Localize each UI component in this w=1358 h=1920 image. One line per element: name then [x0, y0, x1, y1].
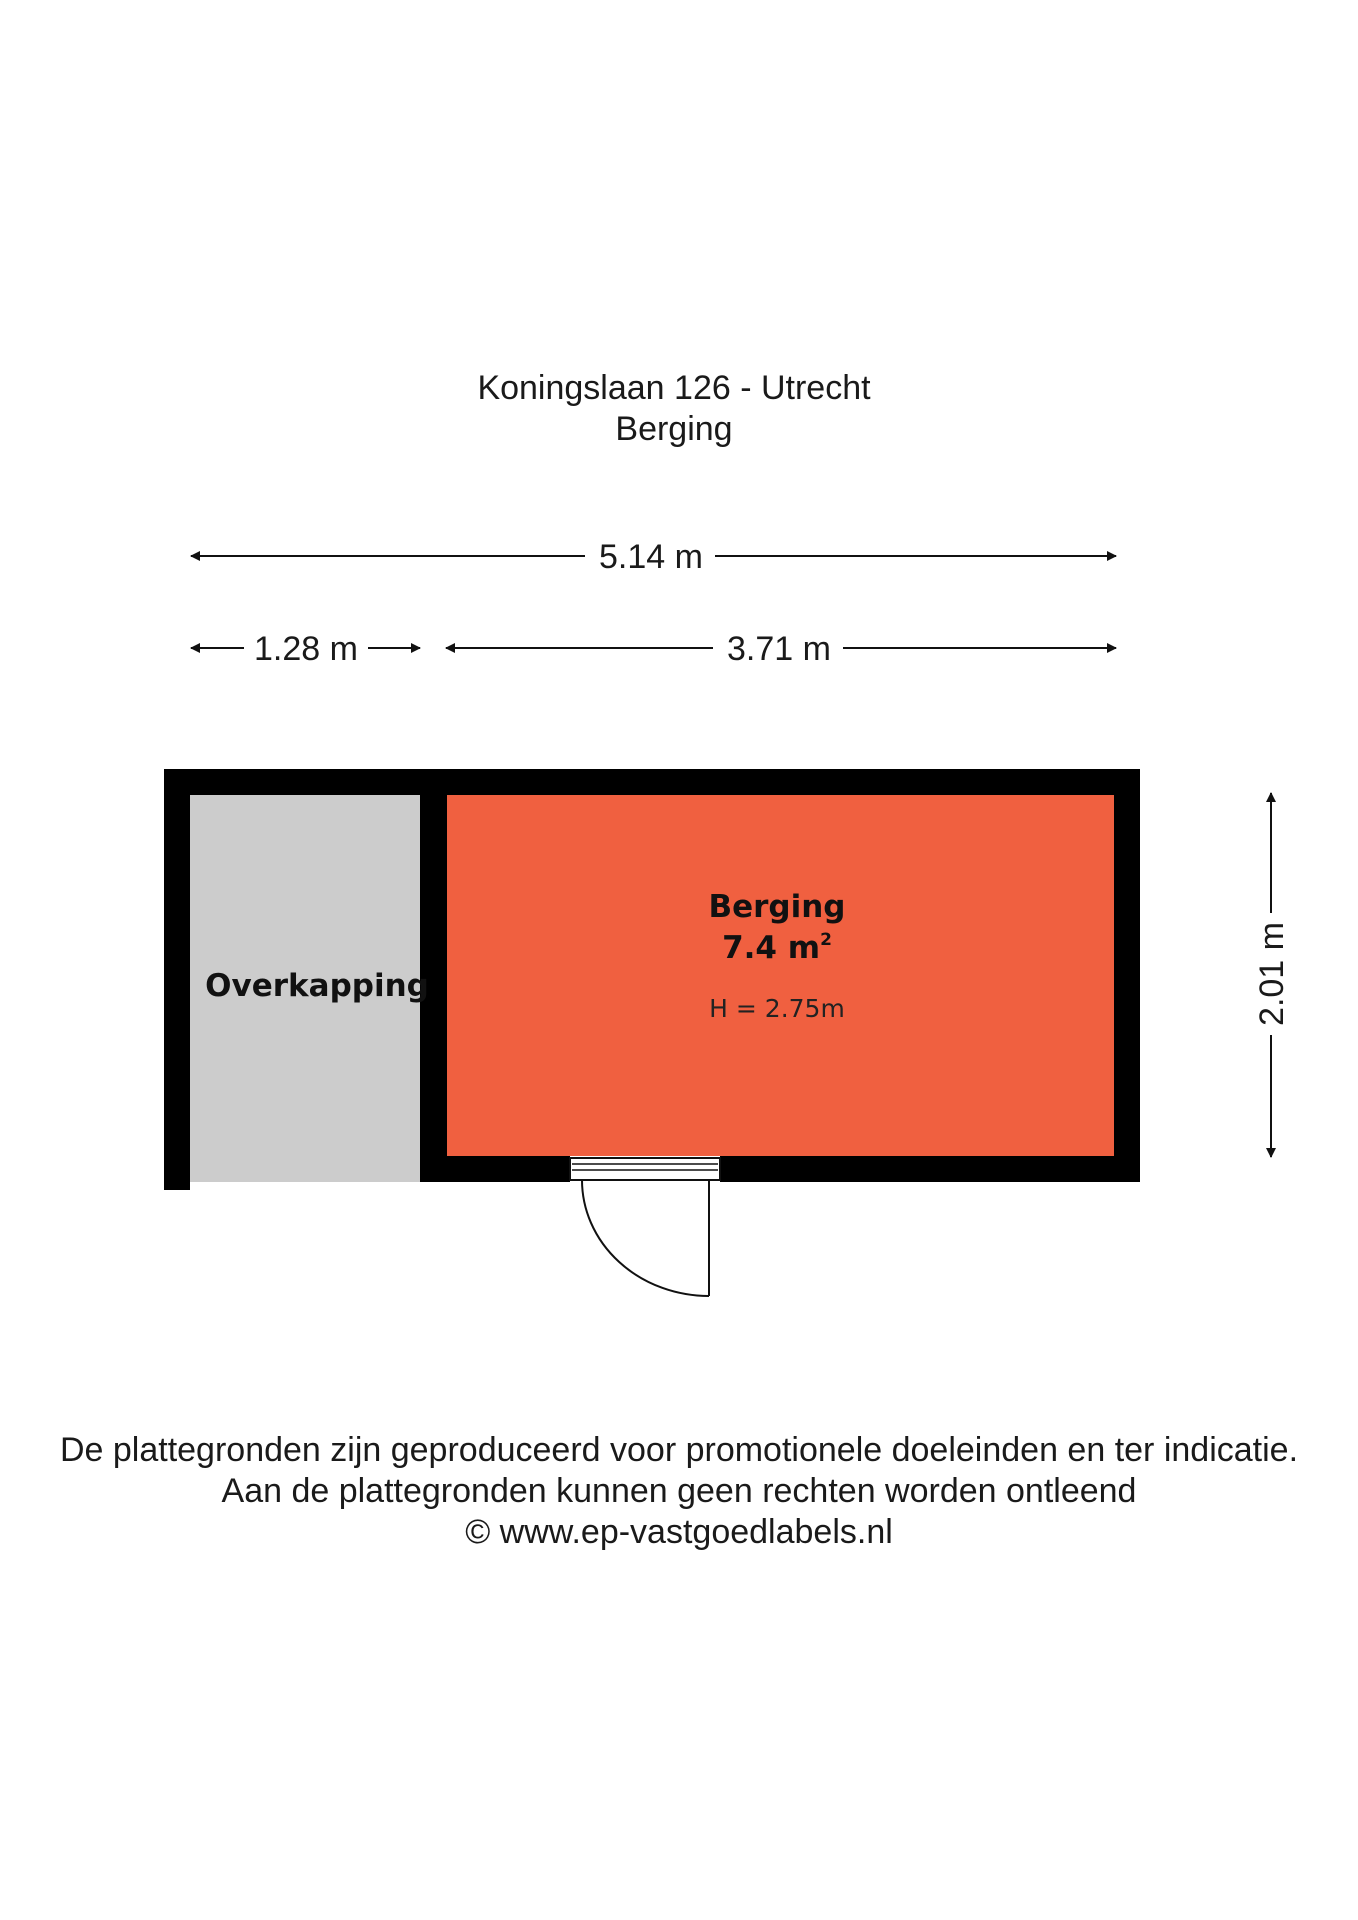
dimension-overkapping-width: [191, 630, 420, 668]
dimension-overkapping-width-label: 1.28 m: [254, 630, 358, 668]
dimension-depth: [1253, 793, 1291, 1157]
left-wall-extension: [164, 1182, 190, 1190]
room-berging: [447, 795, 1114, 1156]
room-berging-height: H = 2.75m: [709, 994, 845, 1023]
disclaimer-line-1: De plattegronden zijn geproduceerd voor promotionele doeleinden en ter indicatie.: [59, 1431, 1299, 1469]
floor-title: Berging: [615, 410, 733, 448]
copyright-link[interactable]: © www.ep-vastgoedlabels.nl: [465, 1513, 893, 1551]
door-swing-arc: [582, 1180, 709, 1296]
dimension-berging-width-label: 3.71 m: [727, 630, 831, 668]
dimension-depth-label: 2.01 m: [1253, 922, 1291, 1026]
area-value: 7.4 m: [722, 930, 821, 966]
room-berging-area: [722, 930, 832, 966]
dimension-total-width-label: 5.14 m: [599, 538, 703, 576]
room-berging-label: Berging: [708, 889, 846, 925]
address-title: Koningslaan 126 - Utrecht: [477, 369, 871, 407]
dimension-berging-width: [446, 630, 1116, 668]
room-overkapping-label: Overkapping: [205, 968, 429, 1004]
overkapping-open-edge: [190, 1182, 420, 1190]
disclaimer-line-2: Aan de plattegronden kunnen geen rechten worden ontleend: [221, 1472, 1137, 1510]
dimension-total-width: [191, 538, 1116, 576]
disclaimer: [0, 1430, 1358, 1553]
door-opening: [570, 1156, 720, 1182]
area-superscript: 2: [820, 930, 832, 950]
door: [570, 1156, 720, 1296]
